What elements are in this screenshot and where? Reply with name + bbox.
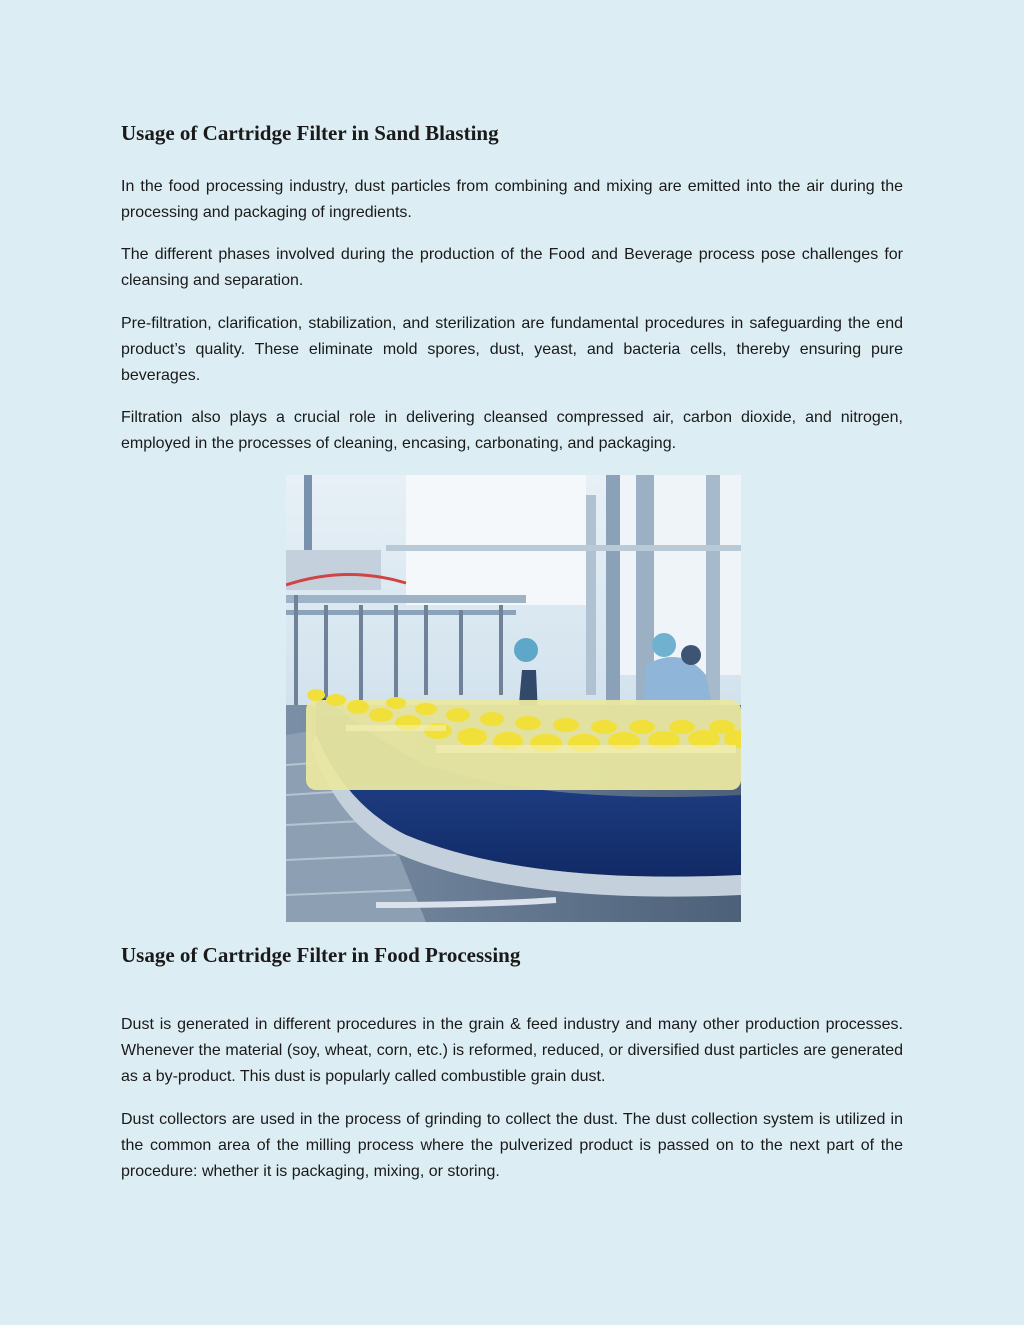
paragraph: In the food processing industry, dust particles from combining and mixing are emitted into the air during the processing and packaging of ingredients. xyxy=(121,178,903,221)
paragraph: The different phases involved during the production of the Food and Beverage process pose challenges for cleansing and separation. xyxy=(121,246,903,289)
bottling-line-photo-icon xyxy=(286,475,741,922)
paragraph: Pre-filtration, clarification, stabilization, and sterilization are fundamental procedures in safeguarding the end product’s quality. These eliminate mold spores, dust, yeast, and bacteria cells, thereby ensuring pure beverages. xyxy=(121,315,903,384)
section-heading-food-processing: Usage of Cartridge Filter in Food Processing xyxy=(121,943,521,967)
section-heading-sand-blasting: Usage of Cartridge Filter in Sand Blasting xyxy=(121,121,499,145)
paragraph: Dust collectors are used in the process of grinding to collect the dust. The dust collection system is utilized in the common area of the milling process where the pulverized product is passed on to the next part of the procedure: whether it is packaging, mixing, or storing. xyxy=(121,1111,903,1180)
paragraph: Dust is generated in different procedures in the grain & feed industry and many other production processes. Whenever the material (soy, wheat, corn, etc.) is reformed, reduced, or diversified dust particles are generated as a by-product. This dust is popularly called combustible grain dust. xyxy=(121,1016,903,1085)
paragraph: Filtration also plays a crucial role in delivering cleansed compressed air, carbon dioxide, and nitrogen, employed in the processes of cleaning, encasing, carbonating, and packaging. xyxy=(121,409,903,452)
